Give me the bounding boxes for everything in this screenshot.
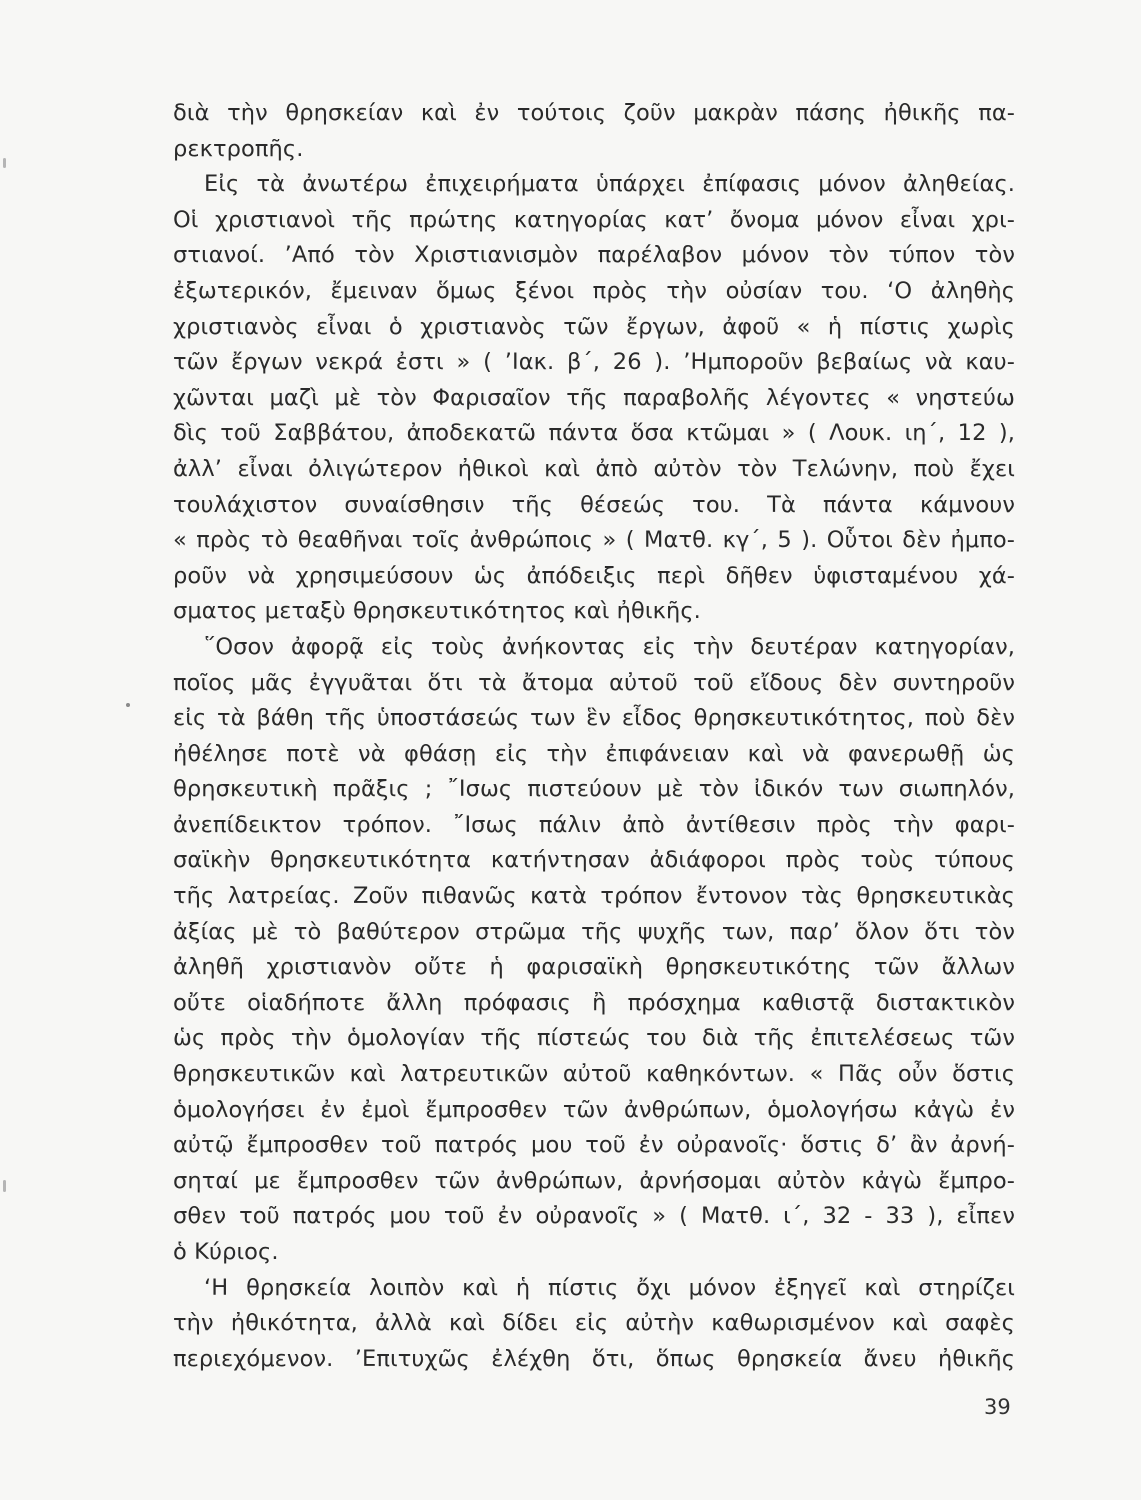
- text-line: ὡς πρὸς τὴν ὁμολογίαν τῆς πίστεώς του διὰ τῆς ἐπιτελέσεως τῶν: [173, 1025, 1015, 1052]
- text-line: ὁ Κύριος.: [173, 1239, 279, 1265]
- text-line: ἐξωτερικόν, ἔμειναν ὅμως ξένοι πρὸς τὴν οὐσίαν του. ‘Ο ἀληθὴς: [173, 277, 1015, 304]
- text-line: ἀληθῆ χριστιανὸν οὔτε ἡ φαρισαϊκὴ θρησκευτικότης τῶν ἄλλων: [173, 954, 1015, 981]
- text-line: περιεχόμενον. ’Επιτυχῶς ἐλέχθη ὅτι, ὅπως θρησκεία ἄνευ ἠθικῆς: [173, 1345, 1015, 1372]
- text-line: χῶνται μαζὶ μὲ τὸν Φαρισαῖον τῆς παραβολῆς λέγοντες « νηστεύω: [173, 384, 1015, 411]
- text-line: σθεν τοῦ πατρός μου τοῦ ἐν οὐρανοῖς » ( Ματθ. ι΄, 32 - 33 ), εἶπεν: [173, 1203, 1015, 1230]
- text-line: οὔτε οἱαδήποτε ἄλλη πρόφασις ἢ πρόσχημα καθιστᾷ διστακτικὸν: [173, 989, 1015, 1016]
- paragraph-start-line: ‘Η θρησκεία λοιπὸν καὶ ἡ πίστις ὄχι μόνον ἐξηγεῖ καὶ στηρίζει: [204, 1274, 1015, 1301]
- text-line: ἀνεπίδεικτον τρόπον. ῎Ισως πάλιν ἀπὸ ἀντίθεσιν πρὸς τὴν φαρι-: [173, 811, 1015, 838]
- text-line: « πρὸς τὸ θεαθῆναι τοῖς ἀνθρώποις » ( Ματθ. κγ΄, 5 ). Οὗτοι δὲν ἠμπο-: [173, 527, 1015, 554]
- text-line: σματος μεταξὺ θρησκευτικότητος καὶ ἠθικῆς.: [173, 598, 701, 625]
- text-line: τῆς λατρείας. Ζοῦν πιθανῶς κατὰ τρόπον ἔντονον τὰς θρησκευτικὰς: [173, 883, 1015, 910]
- text-line: τουλάχιστον συναίσθησιν τῆς θέσεώς του. Τὰ πάντα κάμνουν: [173, 491, 1015, 518]
- text-line: εἰς τὰ βάθη τῆς ὑποστάσεώς των ἓν εἶδος θρησκευτικότητος, ποὺ δὲν: [173, 705, 1015, 732]
- text-line: θρησκευτικὴ πρᾶξις ; ῎Ισως πιστεύουν μὲ τὸν ἰδικόν των σιωπηλόν,: [173, 776, 1015, 803]
- text-line: χριστιανὸς εἶναι ὁ χριστιανὸς τῶν ἔργων, ἀφοῦ « ἡ πίστις χωρὶς: [173, 313, 1015, 340]
- page-number: 39: [984, 1395, 1011, 1419]
- text-line: σαϊκὴν θρησκευτικότητα κατήντησαν ἀδιάφοροι πρὸς τοὺς τύπους: [173, 847, 1015, 874]
- text-line: τῶν ἔργων νεκρά ἐστι » ( ’Ιακ. β΄, 26 ). ’Ημποροῦν βεβαίως νὰ καυ-: [173, 349, 1015, 376]
- text-line: ροῦν νὰ χρησιμεύσουν ὡς ἀπόδειξις περὶ δῆθεν ὑφισταμένου χά-: [173, 562, 1015, 589]
- text-line: αὐτῷ ἔμπροσθεν τοῦ πατρός μου τοῦ ἐν οὐρανοῖς· ὅστις δ’ ἂν ἀρνή-: [173, 1132, 1015, 1159]
- scan-speck: [126, 703, 130, 707]
- text-line: ἠθέλησε ποτὲ νὰ φθάσῃ εἰς τὴν ἐπιφάνειαν καὶ νὰ φανερωθῇ ὡς: [173, 740, 1015, 767]
- text-line: ἀλλ’ εἶναι ὀλιγώτερον ἠθικοὶ καὶ ἀπὸ αὐτὸν τὸν Τελώνην, ποὺ ἔχει: [173, 455, 1015, 482]
- text-line: σηταί με ἔμπροσθεν τῶν ἀνθρώπων, ἀρνήσομαι αὐτὸν κἀγὼ ἔμπρο-: [173, 1167, 1015, 1194]
- paragraph-start-line: Εἰς τὰ ἀνωτέρω ἐπιχειρήματα ὑπάρχει ἐπίφασις μόνον ἀληθείας.: [204, 171, 1015, 198]
- text-line: στιανοί. ’Από τὸν Χριστιανισμὸν παρέλαβον μόνον τὸν τύπον τὸν: [173, 242, 1015, 269]
- text-line: διὰ τὴν θρησκείαν καὶ ἐν τούτοις ζοῦν μακρὰν πάσης ἠθικῆς πα-: [173, 100, 1015, 126]
- text-line: ρεκτροπῆς.: [173, 135, 304, 162]
- text-line: θρησκευτικῶν καὶ λατρευτικῶν αὐτοῦ καθηκόντων. « Πᾶς οὖν ὅστις: [173, 1061, 1015, 1088]
- scan-speck: [3, 158, 6, 168]
- text-line: ποῖος μᾶς ἐγγυᾶται ὅτι τὰ ἄτομα αὐτοῦ τοῦ εἴδους δὲν συντηροῦν: [173, 669, 1015, 696]
- text-line: δὶς τοῦ Σαββάτου, ἀποδεκατῶ πάντα ὅσα κτῶμαι » ( Λουκ. ιη΄, 12 ),: [173, 420, 1015, 447]
- text-line: ὁμολογήσει ἐν ἐμοὶ ἔμπροσθεν τῶν ἀνθρώπων, ὁμολογήσω κἀγὼ ἐν: [173, 1096, 1015, 1123]
- text-line: ἀξίας μὲ τὸ βαθύτερον στρῶμα τῆς ψυχῆς των, παρ’ ὅλον ὅτι τὸν: [173, 918, 1015, 945]
- paragraph-start-line: ῞Οσον ἀφορᾷ εἰς τοὺς ἀνήκοντας εἰς τὴν δευτέραν κατηγορίαν,: [204, 633, 1015, 660]
- page-body-text: [173, 96, 1015, 1377]
- text-line: τὴν ἠθικότητα, ἀλλὰ καὶ δίδει εἰς αὐτὴν καθωρισμένον καὶ σαφὲς: [173, 1310, 1015, 1337]
- scan-speck: [3, 1180, 6, 1192]
- text-line: Οἱ χριστιανοὶ τῆς πρώτης κατηγορίας κατ’ ὄνομα μόνον εἶναι χρι-: [173, 206, 1015, 233]
